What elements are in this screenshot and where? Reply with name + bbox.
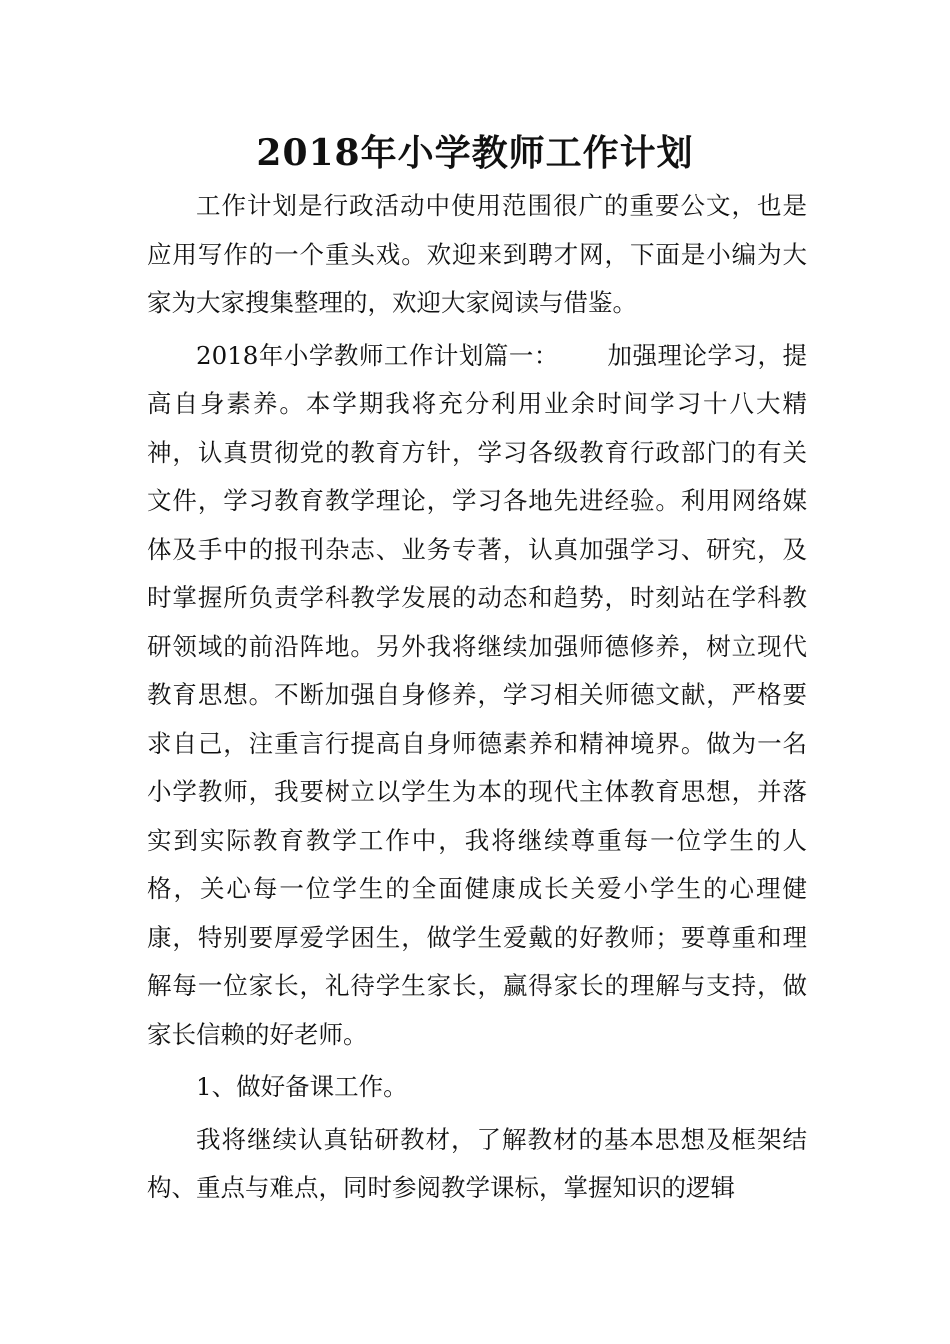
intro-paragraph: 工作计划是行政活动中使用范围很广的重要公文，也是应用写作的一个重头戏。欢迎来到聘才网，下面是小编为大家为大家搜集整理的，欢迎大家阅读与借鉴。 — [147, 191, 807, 317]
document-title: 2018年小学教师工作计划 — [256, 132, 694, 174]
item-one-paragraph: 我将继续认真钻研教材，了解教材的基本思想及框架结构、重点与难点，同时参阅教学课标，掌握知识的逻辑 — [147, 1124, 807, 1202]
item-one-heading: 1、做好备课工作。 — [196, 1072, 408, 1101]
section-one-text: 加强理论学习，提高自身素养。本学期我将充分利用业余时间学习十八大精神，认真贯彻党的教育方针，学习各级教育行政部门的有关文件，学习教育教学理论，学习各地先进经验。利用网络媒体及手中的报刊杂志、业务专著，认真加强学习、研究，及时掌握所负责学科教学发展的动态和趋势，时刻站在学科教研领域的前沿阵地。另外我将继续加强师德修养，树立现代教育思想。不断加强自身修养，学习相关师德文献，严格要求自己，注重言行提高自身师德素养和精神境界。做为一名小学教师，我要树立以学生为本的现代主体教育思想，并落实到实际教育教学工作中，我将继续尊重每一位学生的人格，关心每一位学生的全面健康成长关爱小学生的心理健康，特别要厚爱学困生，做学生爱戴的好教师；要尊重和理解每一位家长，礼待学生家长，赢得家长的理解与支持，做家长信赖的好老师。 — [147, 340, 807, 1049]
section-one-heading: 2018年小学教师工作计划篇一： — [196, 340, 559, 370]
section-one-paragraph — [147, 332, 807, 1060]
document-body — [147, 178, 807, 1213]
